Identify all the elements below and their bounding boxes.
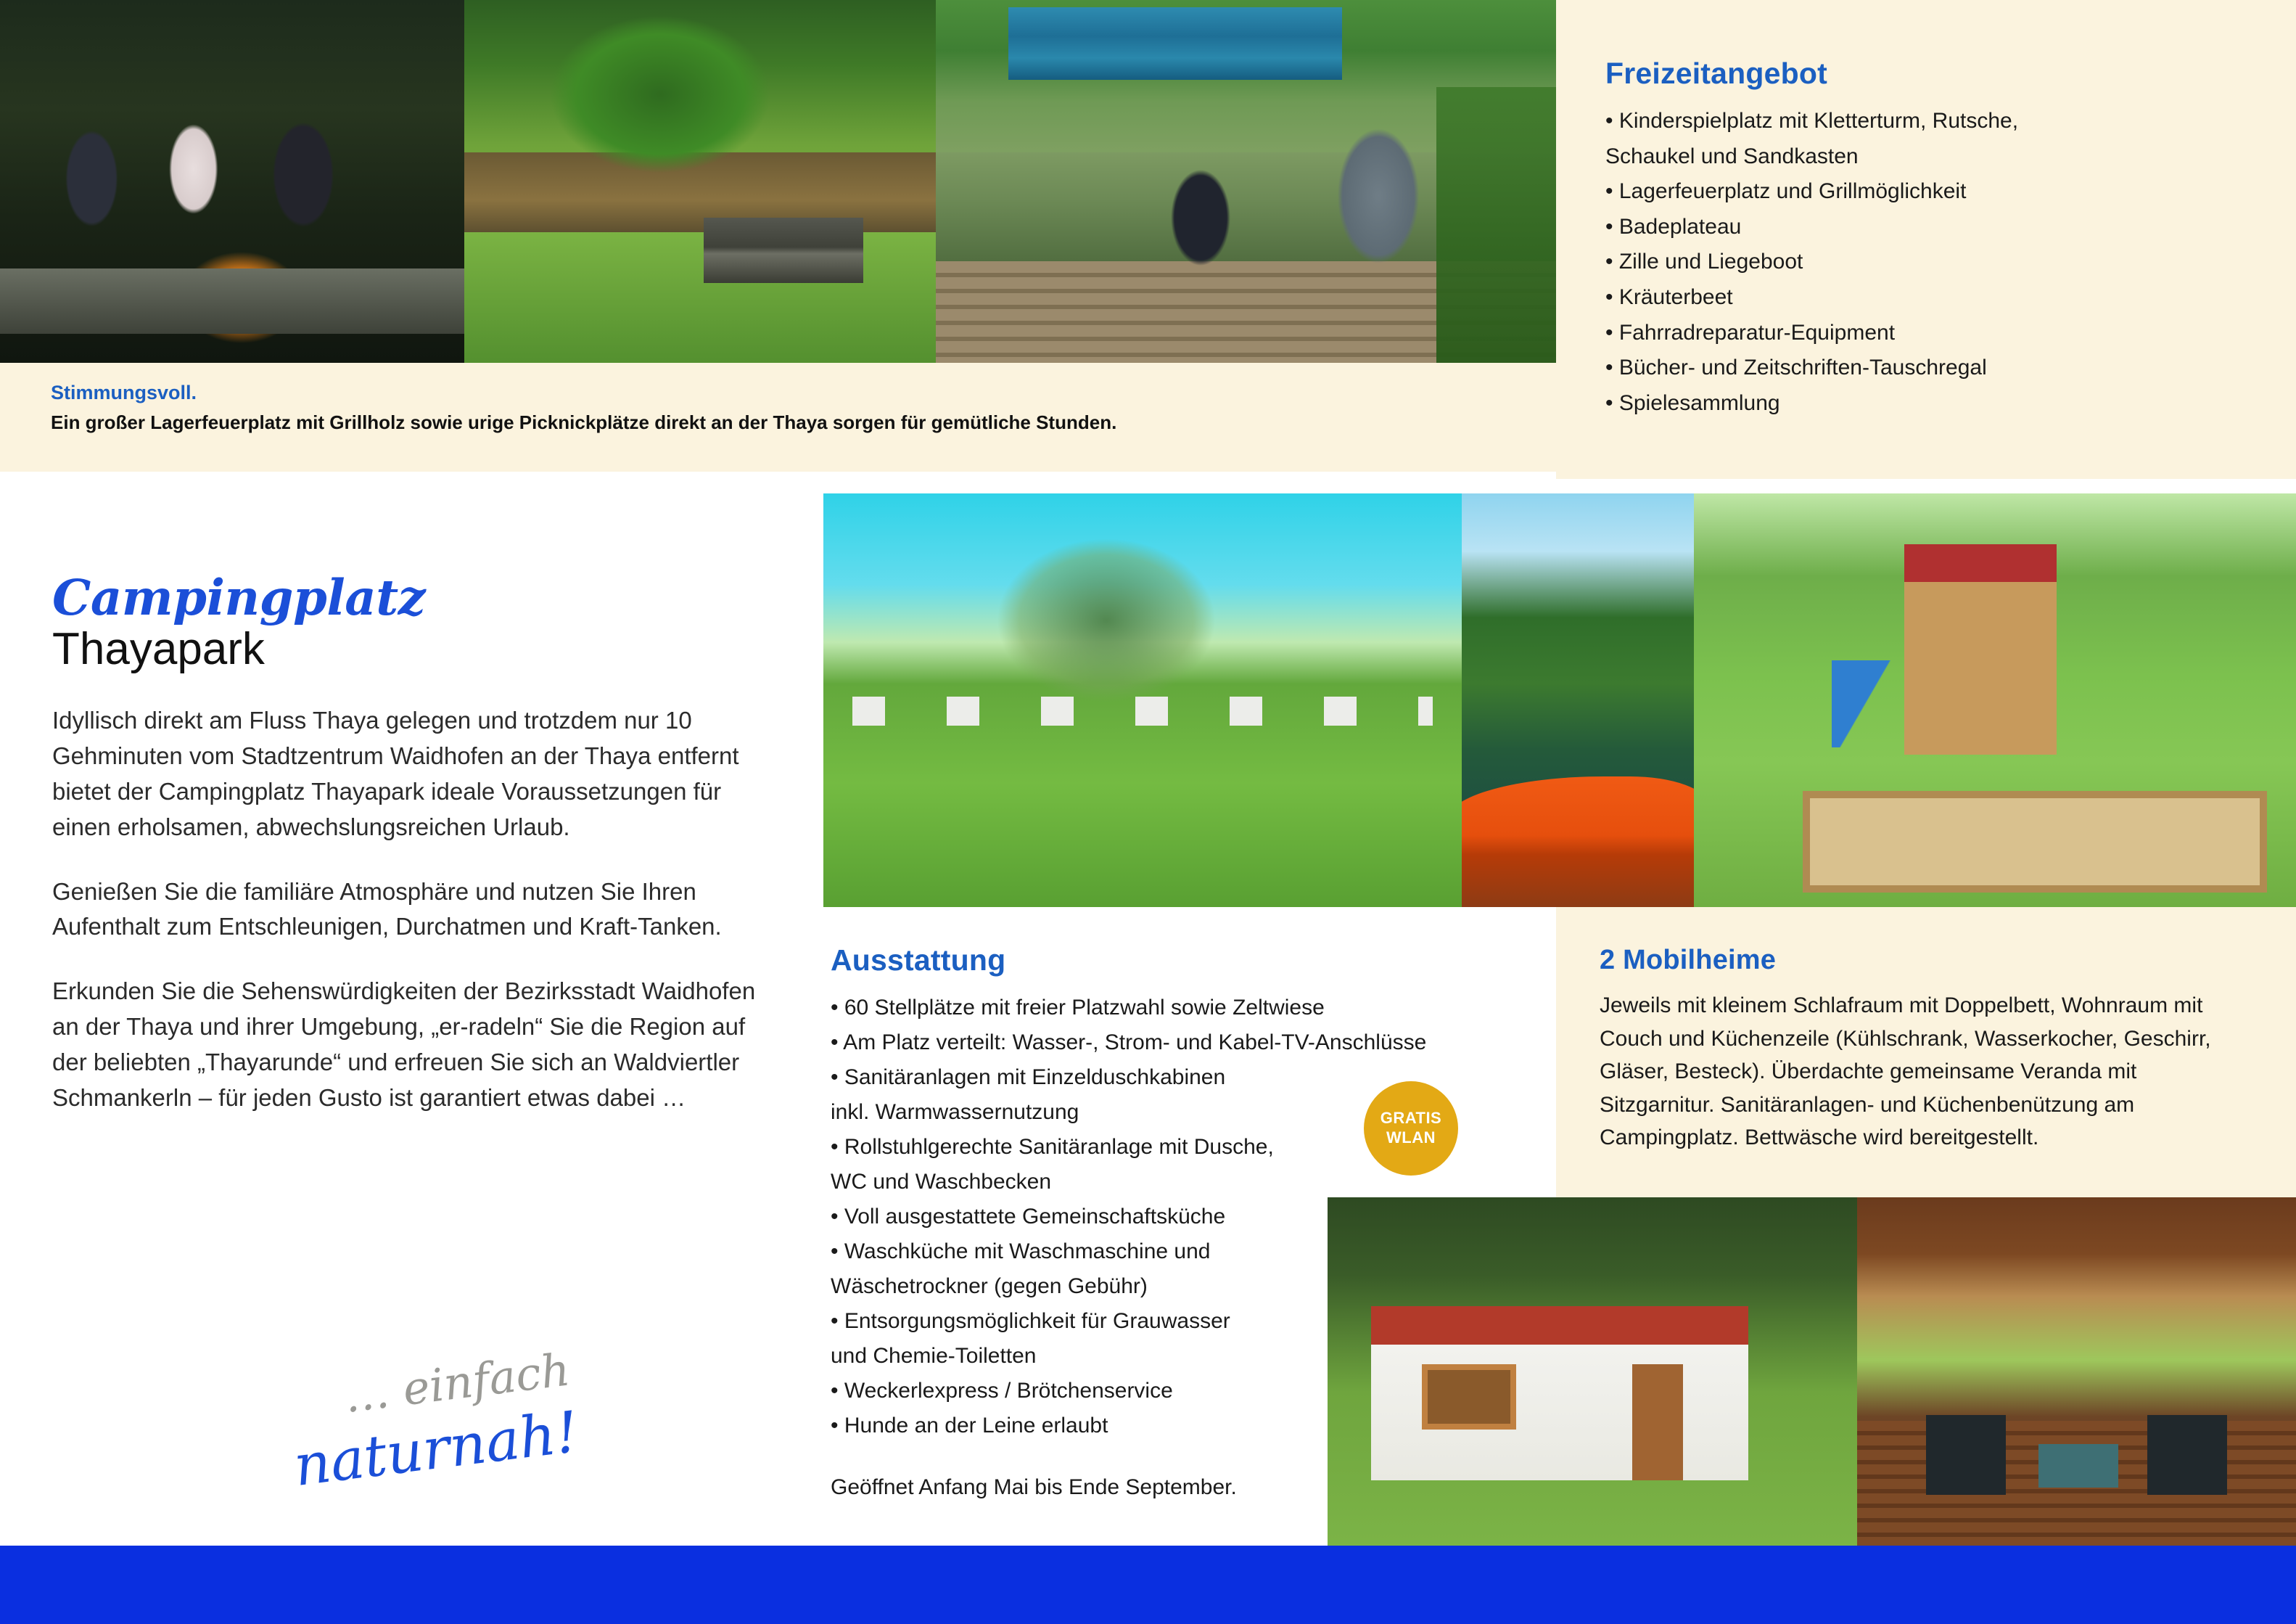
opening-season-note: Geöffnet Anfang Mai bis Ende September. bbox=[831, 1475, 1237, 1499]
list-item: • Hunde an der Leine erlaubt bbox=[831, 1414, 1108, 1438]
photo-veranda bbox=[1857, 1197, 2296, 1551]
list-item: • Fahrradreparatur-Equipment bbox=[1605, 320, 1896, 345]
photo-fishing bbox=[936, 0, 1556, 363]
page-title-secondary: Thayapark bbox=[52, 624, 265, 674]
list-item: • Sanitäranlagen mit Einzelduschkabinen bbox=[831, 1065, 1226, 1089]
list-item: • Weckerlexpress / Brötchenservice bbox=[831, 1379, 1173, 1403]
badge-line-1: GRATIS bbox=[1380, 1109, 1442, 1128]
photo-caption-strip bbox=[0, 363, 1556, 472]
list-item: • Rollstuhlgerechte Sanitäranlage mit Dusche, bbox=[831, 1135, 1274, 1159]
gratis-wlan-badge bbox=[1364, 1081, 1458, 1176]
list-item: • Badeplateau bbox=[1605, 214, 1742, 239]
list-item: und Chemie-Toiletten bbox=[831, 1344, 1037, 1368]
caption-text: Ein großer Lagerfeuerplatz mit Grillholz sowie urige Picknickplätze direkt an der Thaya sorgen für gemütliche Stunden. bbox=[51, 411, 1117, 433]
ausstattung-heading: Ausstattung bbox=[831, 943, 1006, 977]
freizeitangebot-heading: Freizeitangebot bbox=[1605, 57, 1827, 90]
list-item: • Spielesammlung bbox=[1605, 390, 1780, 415]
list-item: inkl. Warmwassernutzung bbox=[831, 1100, 1079, 1124]
list-item: Wäschetrockner (gegen Gebühr) bbox=[831, 1274, 1148, 1298]
freizeitangebot-list bbox=[1605, 104, 2252, 421]
list-item: • Waschküche mit Waschmaschine und bbox=[831, 1239, 1211, 1263]
freizeitangebot-panel bbox=[1556, 0, 2296, 479]
photo-picnic-table bbox=[464, 0, 936, 363]
list-item: • Kinderspielplatz mit Kletterturm, Rutsche, bbox=[1605, 109, 2019, 133]
middle-photo-row bbox=[823, 493, 2296, 907]
photo-camping-meadow bbox=[823, 493, 1462, 907]
photo-campfire bbox=[0, 0, 464, 363]
page-title-primary: Campingplatz bbox=[52, 569, 426, 626]
list-item: • Voll ausgestattete Gemeinschaftsküche bbox=[831, 1205, 1226, 1229]
list-item: Schaukel und Sandkasten bbox=[1605, 144, 1859, 168]
intro-paragraph-1: Idyllisch direkt am Fluss Thaya gelegen und trotzdem nur 10 Gehminuten vom Stadtzentrum Waidhofen an der Thaya entfernt bietet der Campingplatz Thayapark ideale Voraussetzungen für einen erholsamen, abwechslungsreichen Urlaub. bbox=[52, 707, 739, 840]
list-item: • 60 Stellplätze mit freier Platzwahl sowie Zeltwiese bbox=[831, 996, 1325, 1020]
footer-bar bbox=[0, 1546, 2296, 1624]
photo-rowing-boat bbox=[1462, 493, 1694, 907]
intro-paragraph-3: Erkunden Sie die Sehenswürdigkeiten der Bezirksstadt Waidhofen an der Thaya und ihrer Umgebung, „er-radeln“ Sie die Region auf der beliebten „Thayarunde“ und erfreuen Sie sich an Waldviertler Schmankerln – für jeden Gusto ist garantiert etwas dabei … bbox=[52, 977, 756, 1111]
list-item: • Kräuterbeet bbox=[1605, 284, 1733, 309]
intro-paragraph-2: Genießen Sie die familiäre Atmosphäre und nutzen Sie Ihren Aufenthalt zum Entschleunigen, Durchatmen und Kraft-Tanken. bbox=[52, 877, 722, 940]
top-photo-band bbox=[0, 0, 1556, 363]
mobilheime-heading: 2 Mobilheime bbox=[1600, 945, 1777, 975]
slogan-line-1: … einfach bbox=[341, 1342, 573, 1423]
mobilheime-text: Jeweils mit kleinem Schlafraum mit Doppelbett, Wohnraum mit Couch und Küchenzeile (Kühlschrank, Wasserkocher, Geschirr, Gläser, Besteck). Überdachte gemeinsame Veranda mit Sitzgarnitur. Sanitäranlagen- und Küchenbenützung am Campingplatz. Bettwäsche wird bereitgestellt. bbox=[1600, 993, 2211, 1150]
list-item: • Bücher- und Zeitschriften-Tauschregal bbox=[1605, 356, 1987, 380]
slogan-line-2: naturnah! bbox=[290, 1399, 583, 1500]
badge-line-2: WLAN bbox=[1386, 1128, 1436, 1147]
photo-mobile-home bbox=[1328, 1197, 1857, 1551]
list-item: • Zille und Liegeboot bbox=[1605, 250, 1803, 274]
list-item: WC und Waschbecken bbox=[831, 1170, 1052, 1194]
list-item: • Entsorgungsmöglichkeit für Grauwasser bbox=[831, 1309, 1230, 1333]
mobilheime-panel bbox=[1556, 907, 2296, 1197]
list-item: • Am Platz verteilt: Wasser-, Strom- und Kabel-TV-Anschlüsse bbox=[831, 1030, 1427, 1054]
list-item: • Lagerfeuerplatz und Grillmöglichkeit bbox=[1605, 179, 1967, 204]
caption-title: Stimmungsvoll. bbox=[51, 382, 197, 403]
photo-playground bbox=[1694, 493, 2296, 907]
